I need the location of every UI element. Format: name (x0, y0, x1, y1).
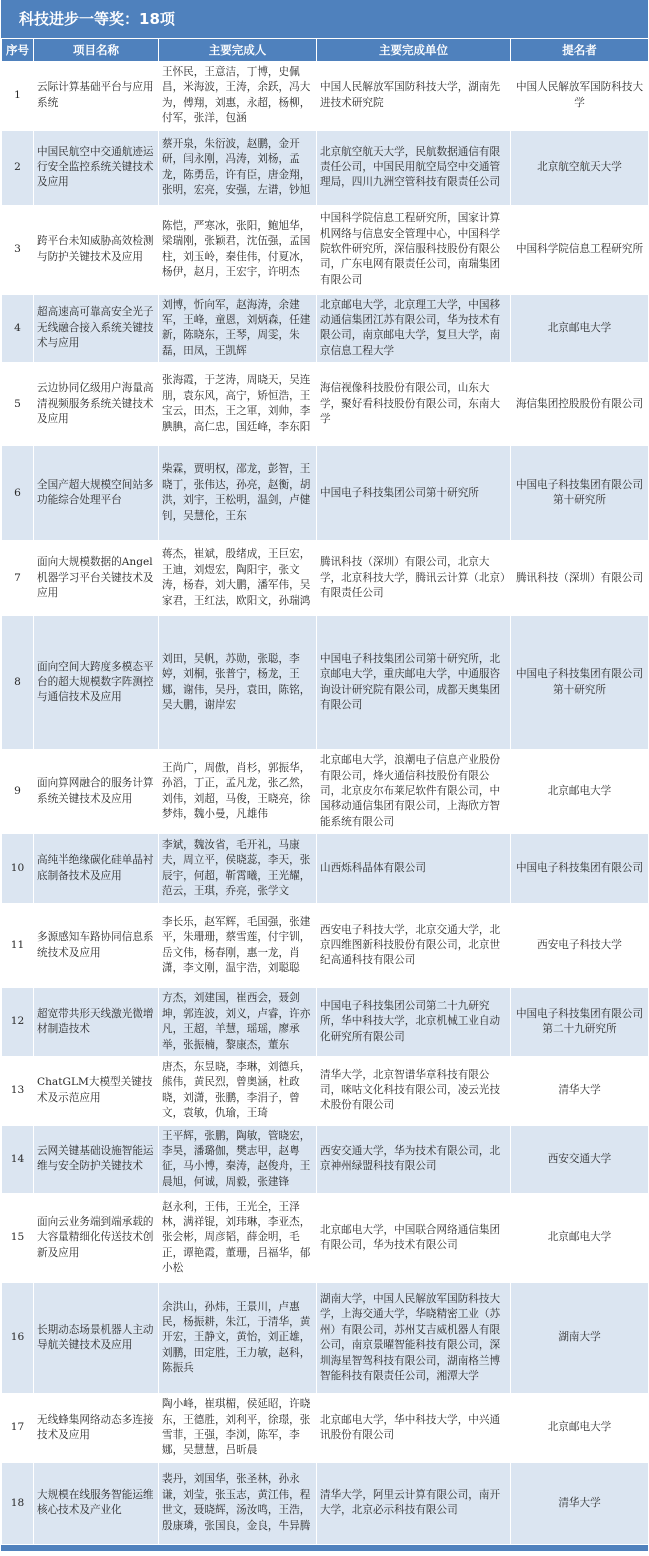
cell-nominator: 中国人民解放军国防科技大学 (511, 62, 649, 131)
table-row (2, 834, 649, 904)
cell-people: 陈恺，严寒冰，张阳，鲍旭华，梁瑞刚，张颖君，沈伍强，孟国柱，刘玉岭，秦佳伟，付夏冰，杨伊，赵月，王宏宇，许明杰 (159, 205, 317, 294)
cell-people: 刘博，忻向军，赵海涛，余建军，王峰，童恩，刘炳森，任建新，陈晓东，王琴，周雯，朱磊，田凤，王凯辉 (159, 294, 317, 363)
cell-project: 超高速高可靠高安全光子无线融合接入系统关键技术与应用 (34, 294, 159, 363)
cell-nominator: 北京邮电大学 (511, 1394, 649, 1463)
cell-index: 15 (2, 1194, 34, 1283)
bottom-rule (1, 1545, 648, 1551)
cell-people: 李长乐，赵军辉，毛国强，张建平，朱珊珊，蔡雪莲，付宇钏，岳文伟，杨春刚，惠一龙，肖潇，李文刚，温宇浩，刘聪聪 (159, 904, 317, 988)
table-row (2, 205, 649, 294)
cell-index: 4 (2, 294, 34, 363)
cell-project: 云边协同亿级用户海量高清视频服务系统关键技术及应用 (34, 363, 159, 446)
table-row (2, 1125, 649, 1194)
table-row (2, 1394, 649, 1463)
table-row (2, 363, 649, 446)
cell-project: 长期动态场景机器人主动导航关键技术及应用 (34, 1283, 159, 1394)
cell-people: 余洪山，孙炜，王景川，卢惠民，杨振耕，朱江，于清华，黄开宏，王静文，黄怡，刘正雄，刘鹏，田定胜，王力敏，赵科，陈振兵 (159, 1283, 317, 1394)
table-row (2, 62, 649, 131)
header-units: 主要完成单位 (317, 39, 511, 62)
cell-people: 裴丹，刘国华，张圣林，孙永谦，刘莹，张玉志，黄江伟，程世文，聂晓辉，汤汝鸣，王浩，殷康璘，张国良，金良，牛异腾 (159, 1462, 317, 1544)
cell-project: 面向空间大跨度多模态平台的超大规模数字阵测控与通信技术及应用 (34, 616, 159, 750)
table-row (2, 1462, 649, 1544)
table-row (2, 130, 649, 205)
cell-units: 北京邮电大学，北京理工大学，中国移动通信集团江苏有限公司，华为技术有限公司，南京邮电大学，复旦大学，南京信息工程大学 (317, 294, 511, 363)
cell-index: 16 (2, 1283, 34, 1394)
cell-units: 中国人民解放军国防科技大学，湖南先进技术研究院 (317, 62, 511, 131)
table-row (2, 904, 649, 988)
cell-project: 跨平台未知威胁高效检测与防护关键技术及应用 (34, 205, 159, 294)
section-title: 科技进步一等奖：18项 (1, 0, 648, 38)
table-row (2, 616, 649, 750)
cell-project: 多源感知车路协同信息系统技术及应用 (34, 904, 159, 988)
table-header-row (2, 39, 649, 62)
table-row (2, 446, 649, 541)
cell-units: 中国电子科技集团公司第二十九研究所，华中科技大学，北京机械工业自动化研究所有限公司 (317, 988, 511, 1057)
cell-units: 西安交通大学，华为技术有限公司，北京神州绿盟科技有限公司 (317, 1125, 511, 1194)
cell-nominator: 清华大学 (511, 1462, 649, 1544)
cell-project: 中国民航空中交通航迹运行安全监控系统关键技术及应用 (34, 130, 159, 205)
cell-nominator: 北京邮电大学 (511, 294, 649, 363)
cell-nominator: 海信集团控股股份有限公司 (511, 363, 649, 446)
cell-nominator: 腾讯科技（深圳）有限公司 (511, 541, 649, 616)
cell-nominator: 西安电子科技大学 (511, 904, 649, 988)
cell-nominator: 中国科学院信息工程研究所 (511, 205, 649, 294)
cell-index: 18 (2, 1462, 34, 1544)
cell-index: 13 (2, 1056, 34, 1125)
cell-units: 北京邮电大学，华中科技大学，中兴通讯股份有限公司 (317, 1394, 511, 1463)
table-row (2, 988, 649, 1057)
cell-nominator: 中国电子科技集团有限公司第十研究所 (511, 616, 649, 750)
cell-nominator: 湖南大学 (511, 1283, 649, 1394)
cell-units: 清华大学，阿里云计算有限公司，南开大学，北京必示科技有限公司 (317, 1462, 511, 1544)
cell-index: 3 (2, 205, 34, 294)
award-table (1, 38, 649, 1545)
cell-people: 王怀民，王意洁，丁博，史佩昌，米海波，王涛，余跃，冯大为，傅翔，刘惠，永超，杨柳，付军，张洋，包涵 (159, 62, 317, 131)
award-document (1, 0, 648, 1551)
cell-nominator: 北京航空航天大学 (511, 130, 649, 205)
table-row (2, 750, 649, 834)
cell-nominator: 中国电子科技集团有限公司第二十九研究所 (511, 988, 649, 1057)
cell-nominator: 北京邮电大学 (511, 1194, 649, 1283)
cell-units: 中国电子科技集团公司第十研究所 (317, 446, 511, 541)
cell-people: 王尚广，周傲，肖杉，郭振华，孙滔，丁正，孟凡龙，张乙然，刘伟，刘超，马俊，王晓亮，徐梦炜，魏小曼，凡雄伟 (159, 750, 317, 834)
cell-units: 北京航空航天大学，民航数据通信有限责任公司，中国民用航空局空中交通管理局，四川九洲空管科技有限责任公司 (317, 130, 511, 205)
cell-nominator: 北京邮电大学 (511, 750, 649, 834)
cell-index: 17 (2, 1394, 34, 1463)
cell-people: 李斌，魏汝省，毛开礼，马康夫，周立平，侯晓蕊，李天，张辰宇，何超，靳霄曦，王光耀，范云，王琪，乔亮，张学文 (159, 834, 317, 904)
cell-index: 6 (2, 446, 34, 541)
cell-people: 柴霖，贾明权，邵龙，彭智，王晓丁，张伟达，孙亮，赵衡，胡洪，刘宇，王松明，温剑，卢健钊，吴慧伦，王东 (159, 446, 317, 541)
cell-index: 8 (2, 616, 34, 750)
cell-nominator: 中国电子科技集团有限公司 (511, 834, 649, 904)
cell-people: 方杰，刘建国，崔西会，聂剑坤，郭连波，刘义，卢睿，许亦凡，王超，羊慧，瑶瑶，廖承举，张振楠，黎康杰，董东 (159, 988, 317, 1057)
cell-people: 刘田，吴帆，苏勋，张聪，李婷，刘桐，张普宁，杨龙，王娜，谢伟，吴丹，袁田，陈铭，吴大鹏，谢岸宏 (159, 616, 317, 750)
table-row (2, 1056, 649, 1125)
cell-units: 山西烁科晶体有限公司 (317, 834, 511, 904)
cell-people: 蔡开泉，朱衍波，赵鹏，金开研，闫永刚，冯涛，刘杨，孟龙，陈勇岳，许有臣，唐金翔，张明，宏亮，安强，左谱，钞旭 (159, 130, 317, 205)
cell-units: 湖南大学，中国人民解放军国防科技大学，上海交通大学，华晓精密工业（苏州）有限公司，苏州艾吉威机器人有限公司，南京景曜智能科技有限公司，深圳海星智驾科技有限公司，湖南格兰博智能科技有限责任公司，湘潭大学 (317, 1283, 511, 1394)
cell-people: 王平辉，张鹏，陶敏，管晓宏，李昊，潘璐伽，樊志甲，赵粤征，马小博，秦涛，赵俊舟，王晨旭，何诚，周毅，张建锋 (159, 1125, 317, 1194)
table-row (2, 1283, 649, 1394)
cell-index: 7 (2, 541, 34, 616)
cell-project: 超宽带共形天线激光微增材制造技术 (34, 988, 159, 1057)
cell-people: 赵永利，王伟，王光全，王泽林，满祥锟，刘玮琳，李亚杰，张会彬，周彦韬，薛金明，毛正，谭艳霞，董珊，吕福华，郁小松 (159, 1194, 317, 1283)
cell-units: 西安电子科技大学，北京交通大学，北京四维图新科技股份有限公司，北京世纪高通科技有限公司 (317, 904, 511, 988)
cell-project: 面向算网融合的服务计算系统关键技术及应用 (34, 750, 159, 834)
cell-nominator: 中国电子科技集团有限公司第十研究所 (511, 446, 649, 541)
cell-people: 张海霞，于芝涛，周晓天，吴连朋，袁东风，高宁，矫恒浩，王宝云，田杰，王之軍，刘帅，李腆腆，高仁忠，国廷峰，李东阳 (159, 363, 317, 446)
cell-units: 中国电子科技集团公司第十研究所，北京邮电大学，重庆邮电大学，中通服咨询设计研究院有限公司，成都天奥集团有限公司 (317, 616, 511, 750)
cell-index: 5 (2, 363, 34, 446)
cell-index: 2 (2, 130, 34, 205)
cell-people: 唐杰，东昱晓，李琳，刘德兵，熊伟，黄民烈，曾奥涵，杜政晓，刘潇，张鹏，李涓子，曾文，袁敏，仇瑜，王琦 (159, 1056, 317, 1125)
cell-project: ChatGLM大模型关键技术及示范应用 (34, 1056, 159, 1125)
cell-project: 面向大规模数据的Angel机器学习平台关键技术及应用 (34, 541, 159, 616)
cell-units: 海信视像科技股份有限公司，山东大学，聚好看科技股份有限公司，东南大学 (317, 363, 511, 446)
cell-project: 云际计算基础平台与应用系统 (34, 62, 159, 131)
table-row (2, 541, 649, 616)
cell-project: 大规模在线服务智能运维核心技术及产业化 (34, 1462, 159, 1544)
cell-index: 1 (2, 62, 34, 131)
cell-index: 12 (2, 988, 34, 1057)
header-project: 项目名称 (34, 39, 159, 62)
cell-project: 无线蜂集网络动态多连接技术及应用 (34, 1394, 159, 1463)
cell-project: 云网关键基础设施智能运维与安全防护关键技术 (34, 1125, 159, 1194)
cell-nominator: 西安交通大学 (511, 1125, 649, 1194)
table-row (2, 294, 649, 363)
cell-units: 腾讯科技（深圳）有限公司，北京大学，北京科技大学，腾讯云计算（北京）有限责任公司 (317, 541, 511, 616)
cell-people: 蒋杰，崔斌，殷绪成，王巨宏，王迪，刘煜宏，陶阳宇，张文涛，杨春，刘大鹏，潘军伟，吴家君，王红法，欧阳文，孙瑞鸿 (159, 541, 317, 616)
table-row (2, 1194, 649, 1283)
cell-nominator: 清华大学 (511, 1056, 649, 1125)
cell-index: 9 (2, 750, 34, 834)
cell-project: 面向云业务端到端承载的大容量精细化传送技术创新及应用 (34, 1194, 159, 1283)
cell-units: 中国科学院信息工程研究所，国家计算机网络与信息安全管理中心，中国科学院软件研究所，深信服科技股份有限公司，广东电网有限责任公司，南瑞集团有限公司 (317, 205, 511, 294)
header-nominator: 提名者 (511, 39, 649, 62)
cell-units: 北京邮电大学，中国联合网络通信集团有限公司，华为技术有限公司 (317, 1194, 511, 1283)
cell-units: 北京邮电大学，浪潮电子信息产业股份有限公司，烽火通信科技股份有限公司，北京皮尔布莱尼软件有限公司，中国移动通信集团有限公司，上海欣方智能系统有限公司 (317, 750, 511, 834)
header-index: 序号 (2, 39, 34, 62)
header-people: 主要完成人 (159, 39, 317, 62)
cell-index: 11 (2, 904, 34, 988)
cell-people: 陶小峰，崔琪楣，侯延昭，许晓东，王德胜，刘利平，徐璟，张雪菲，王强，李浏，陈军，李娜，吴慧慧，吕昕晨 (159, 1394, 317, 1463)
cell-index: 14 (2, 1125, 34, 1194)
cell-units: 清华大学，北京智谱华章科技有限公司，咪咕文化科技有限公司，凌云光技术股份有限公司 (317, 1056, 511, 1125)
cell-index: 10 (2, 834, 34, 904)
cell-project: 全国产超大规模空间站多功能综合处理平台 (34, 446, 159, 541)
cell-project: 高纯半绝缘碳化硅单晶衬底制备技术及应用 (34, 834, 159, 904)
